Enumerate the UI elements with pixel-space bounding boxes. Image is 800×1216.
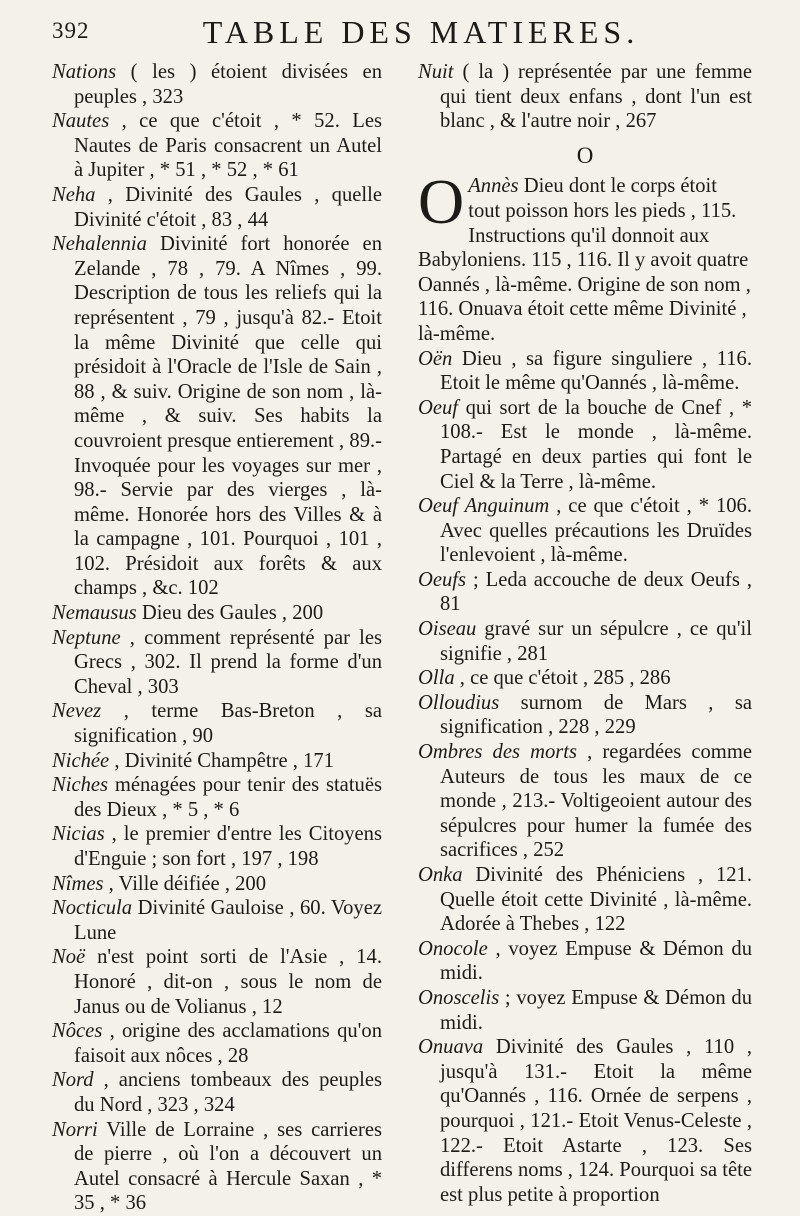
index-entry	[418, 396, 752, 494]
running-title: TABLE DES MATIERES.	[202, 14, 640, 50]
index-text: Ville de Lorraine , ses carrieres de pierre , où l'on a découvert un Autel consacré à Hercule Saxan , * 35 , * 36	[74, 1118, 382, 1215]
index-term: Nations	[52, 61, 117, 83]
index-entry	[52, 773, 382, 822]
index-entry	[52, 601, 382, 626]
index-entry	[418, 347, 752, 396]
index-term: Neptune	[52, 626, 121, 649]
index-text: Divinité Gauloise , 60. Voyez Lune	[74, 897, 382, 944]
index-text: Dieu des Gaules , 200	[136, 602, 324, 625]
page-header	[52, 10, 760, 60]
index-entry	[52, 1068, 382, 1117]
right-column	[418, 60, 752, 1207]
index-term: Nemausus	[52, 602, 137, 625]
index-entry	[418, 986, 752, 1035]
index-entry	[52, 60, 382, 109]
index-text: , Divinité des Gaules , quelle Divinité c'étoit , 83 , 44	[74, 183, 382, 231]
index-entry	[52, 896, 382, 945]
index-entry	[418, 166, 752, 346]
index-text: Divinité des Gaules , 110 , jusqu'à 131.- Etoit la même qu'Oannés , 116. Ornée de serpens , pourquoi , 121.- Etoit Venus-Celeste , 122.- Etoit Astarte , 123. Ses differens noms , 124. Pourquoi sa tête est plus petite à proportion	[440, 1036, 752, 1206]
index-term: Oeufs	[418, 568, 467, 591]
index-entry	[418, 691, 752, 740]
index-term: Nicias	[52, 823, 105, 846]
index-text: , Ville déifiée , 200	[103, 872, 267, 895]
index-term: Nehalennia	[52, 233, 147, 256]
index-text: , anciens tombeaux des peuples du Nord , 323 , 324	[74, 1069, 382, 1116]
index-term: Nîmes	[52, 872, 104, 895]
index-text: n'est point sorti de l'Asie , 14. Honoré , dit-on , sous le nom de Janus ou de Volianus , 12	[74, 946, 382, 1018]
index-term: Onocole	[418, 937, 488, 960]
index-term: Nevez	[52, 700, 102, 723]
index-entry	[52, 822, 382, 871]
index-entry	[418, 740, 752, 863]
drop-cap: O	[418, 166, 465, 238]
index-text: Divinité des Phéniciens , 121. Quelle étoit cette Divinité , là-même. Adorée à Thebes , 122	[440, 864, 752, 936]
index-term: Neha	[52, 183, 96, 206]
index-text: Dieu dont le corps étoit tout poisson hors les pieds , 115. Instructions qu'il donnoit aux Babyloniens. 115 , 116. Il y avoit quatre Oannés , là-même. Origine de son nom , 116. Onuava étoit cette même Divinité , là-même.	[418, 175, 751, 345]
index-text: ménagées pour tenir des statuës des Dieux , * 5 , * 6	[74, 774, 382, 821]
index-text: gravé sur un sépulcre , ce qu'il signifie , 281	[440, 618, 752, 665]
section-letter: O	[576, 142, 594, 168]
index-entry	[52, 109, 382, 183]
index-term: Oën	[418, 347, 453, 370]
index-term: Annès	[468, 175, 519, 198]
index-text: Divinité fort honorée en Zelande , 78 , 79. A Nîmes , 99. Description de tous les reliefs qui la représentent , 79 , jusqu'à 82.- Etoit la même Divinité que celle qui présidoit à l'Oracle de l'Isle de Sain , 88 , & suiv. Origine de son nom , là-même , & suiv. Ses habits la couvroient presque entierement , 89.- Invoquée pour les voyages sur mer , 98.- Servie par des vierges , là-même. Honorée hors des Villes & à la campagne , 101. Pourquoi , 101 , 102. Présidoit aux forêts & aux champs , &c. 102	[74, 233, 382, 600]
index-entry	[52, 872, 382, 897]
index-entry	[418, 1035, 752, 1207]
index-entry	[52, 1019, 382, 1068]
index-entry	[52, 232, 382, 601]
index-entry	[418, 666, 752, 691]
index-text: , ce que c'étoit , * 52. Les Nautes de Paris consacrent un Autel à Jupiter , * 51 , * 52 , * 61	[74, 110, 382, 182]
index-term: Oiseau	[418, 618, 477, 641]
index-term: Norri	[52, 1118, 98, 1141]
index-term: Niches	[52, 774, 109, 797]
index-term: Onuava	[418, 1036, 484, 1059]
left-column	[52, 60, 382, 1216]
index-text: , origine des acclamations qu'on faisoit aux nôces , 28	[74, 1020, 382, 1067]
index-term: Olla	[418, 667, 455, 690]
index-term: Ombres des morts	[418, 741, 578, 764]
index-text: , le premier d'entre les Citoyens d'Enguie ; son fort , 197 , 198	[74, 823, 382, 870]
index-term: Nichée	[52, 749, 110, 772]
index-entry	[418, 60, 752, 134]
index-entry	[52, 699, 382, 748]
index-text: , Divinité Champêtre , 171	[109, 749, 334, 772]
index-text: surnom de Mars , sa signification , 228 , 229	[440, 691, 752, 739]
index-text: qui sort de la bouche de Cnef , * 108.- Est le monde , là-même. Partagé en deux parties qui font le Ciel & la Terre , là-même.	[440, 396, 752, 493]
index-text: , ce que c'étoit , * 106. Avec quelles précautions les Druïdes l'enlevoient , là-même.	[440, 495, 752, 567]
index-term: Oeuf	[418, 396, 459, 419]
index-text: , ce que c'étoit , 285 , 286	[454, 667, 671, 690]
index-text: , regardées comme Auteurs de tous les maux de ce monde , 213.- Voltigeoient autour des sépulcres pour humer la fumée des sacrifices , 252	[440, 741, 752, 862]
index-term: Nuit	[418, 61, 454, 83]
index-text: ( la ) représentée par une femme qui tient deux enfans , dont l'un est blanc , & l'autre noir , 267	[440, 61, 752, 133]
index-entry	[418, 617, 752, 666]
index-entry	[52, 183, 382, 232]
index-term: Noë	[52, 946, 86, 969]
index-text: , comment représenté par les Grecs , 302. Il prend la forme d'un Cheval , 303	[74, 626, 382, 698]
index-text: , terme Bas-Breton , sa signification , 90	[74, 700, 382, 748]
index-entry	[418, 568, 752, 617]
index-term: Nocticula	[52, 897, 133, 920]
index-text: ; Leda accouche de deux Oeufs , 81	[440, 568, 752, 616]
index-entry	[52, 945, 382, 1019]
index-term: Olloudius	[418, 691, 500, 714]
page-number: 392	[52, 18, 90, 43]
index-term: Oeuf Anguinum	[418, 495, 550, 518]
index-text: ; voyez Empuse & Démon du midi.	[440, 986, 752, 1034]
index-entry	[418, 937, 752, 986]
index-entry	[52, 749, 382, 774]
index-entry	[418, 494, 752, 568]
index-text: , voyez Empuse & Démon du midi.	[440, 937, 752, 985]
index-term: Onoscelis	[418, 986, 500, 1009]
index-text: ( les ) étoient divisées en peuples , 323	[74, 61, 382, 108]
index-term: Nord	[52, 1069, 94, 1092]
index-term: Nautes	[52, 110, 110, 133]
index-entry	[418, 863, 752, 937]
index-entry	[52, 1118, 382, 1216]
index-text: Dieu , sa figure singuliere , 116. Etoit le même qu'Oannés , là-même.	[440, 347, 752, 395]
index-term: Nôces	[52, 1020, 103, 1043]
index-entry	[52, 626, 382, 700]
index-term: Onka	[418, 864, 463, 886]
